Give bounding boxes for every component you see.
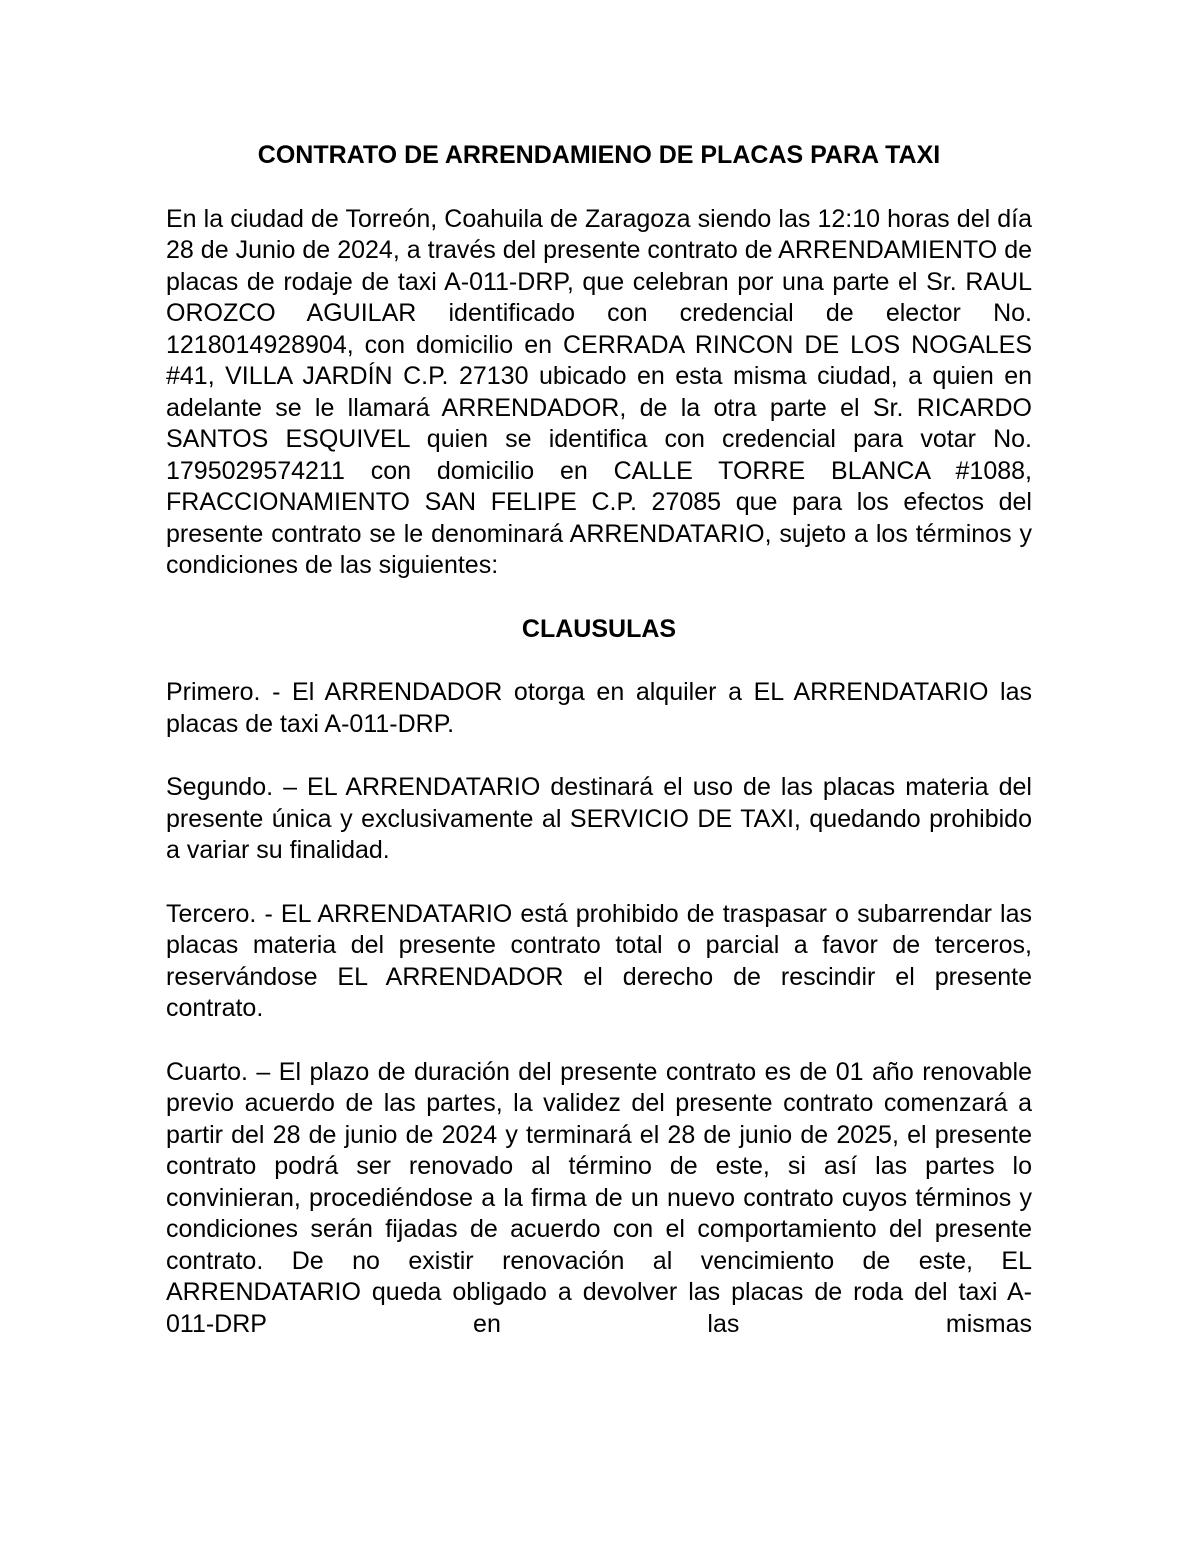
clause-primero: Primero. - El ARRENDADOR otorga en alquiler a EL ARRENDATARIO las placas de taxi A-011-DRP.: [166, 678, 1032, 738]
clause-cuarto: Cuarto. – El plazo de duración del presente contrato es de 01 año renovable previo acuerdo de las partes, la validez del presente contrato comenzará a partir del 28 de junio de 2024 y terminará el 28 de junio de 2025, el presente contrato podrá ser renovado al término de este, si así las partes lo convinieran, procediéndose a la firma de un nuevo contrato cuyos términos y condiciones serán fijadas de acuerdo con el comportamiento del presente contrato. De no existir renovación al vencimiento de este, EL ARRENDATARIO queda obligado a devolver las placas de roda del taxi A-011-DRP en las mismas: [166, 1057, 1032, 1338]
clauses-heading: CLAUSULAS: [521, 614, 677, 643]
clause-segundo: Segundo. – EL ARRENDATARIO destinará el uso de las placas materia del presente única y exclusivamente al SERVICIO DE TAXI, quedando prohibido a variar su finalidad.: [166, 773, 1032, 864]
document-page: [166, 140, 1032, 1372]
clause-tercero: Tercero. - EL ARRENDATARIO está prohibido de traspasar o subarrendar las placas materia del presente contrato total o parcial a favor de terceros, reservándose EL ARRENDADOR el derecho de rescindir el presente contrato.: [166, 899, 1032, 1022]
intro-paragraph: En la ciudad de Torreón, Coahuila de Zaragoza siendo las 12:10 horas del día 28 de Junio de 2024, a través del presente contrato de ARRENDAMIENTO de placas de rodaje de taxi A-011-DRP, que celebran por una parte el Sr. RAUL OROZCO AGUILAR identificado con credencial de elector No. 1218014928904, con domicilio en CERRADA RINCON DE LOS NOGALES #41, VILLA JARDÍN C.P. 27130 ubicado en esta misma ciudad, a quien en adelante se le llamará ARRENDADOR, de la otra parte el Sr. RICARDO SANTOS ESQUIVEL quien se identifica con credencial para votar No. 1795029574211 con domicilio en CALLE TORRE BLANCA #1088, FRACCIONAMIENTO SAN FELIPE C.P. 27085 que para los efectos del presente contrato se le denominará ARRENDATARIO, sujeto a los términos y condiciones de las siguientes:: [166, 204, 1032, 579]
document-title: CONTRATO DE ARRENDAMIENO DE PLACAS PARA TAXI: [257, 141, 941, 169]
